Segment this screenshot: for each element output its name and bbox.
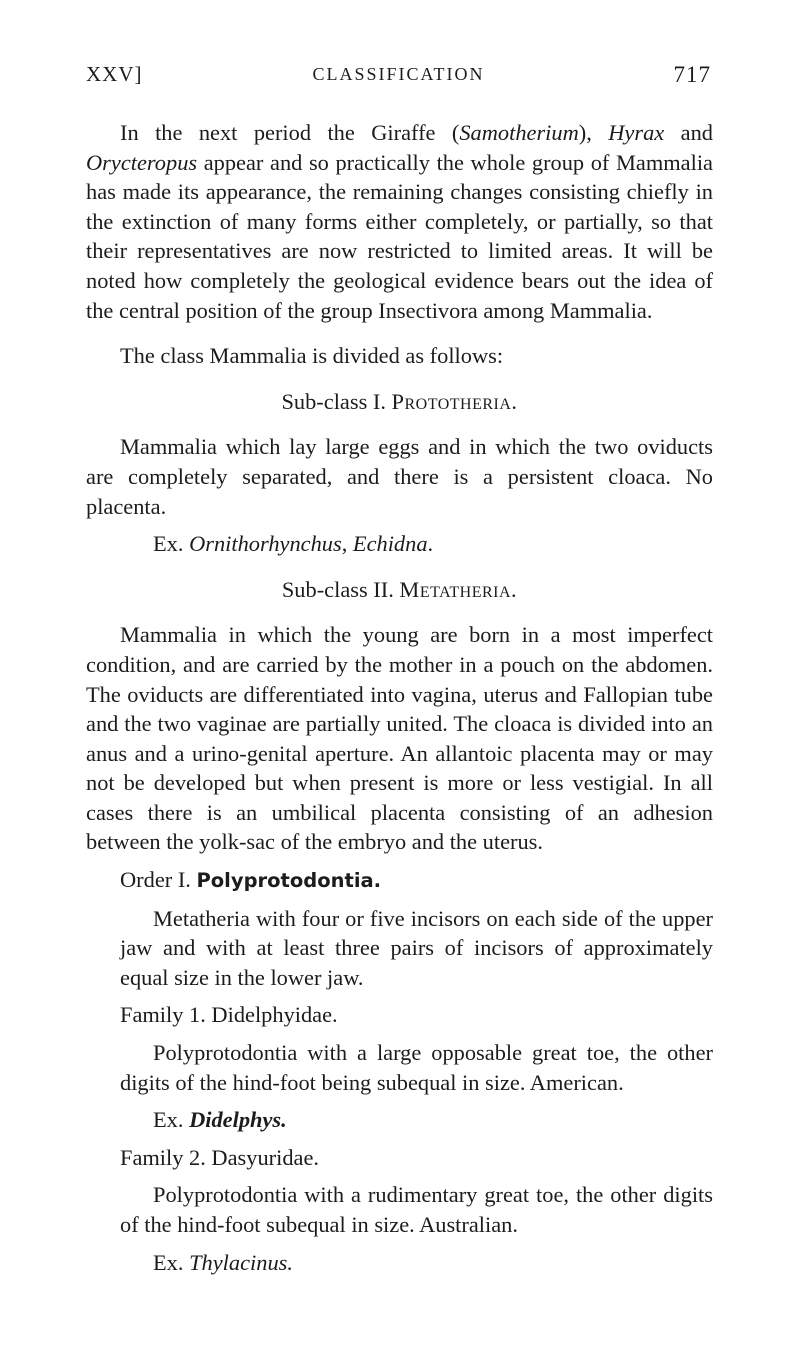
example-label: Ex. [153, 531, 184, 557]
page-body [86, 118, 713, 1277]
heading-order-polyprotodontia [86, 865, 713, 896]
separator: , [341, 531, 353, 557]
paragraph-geological-period [86, 118, 713, 325]
paragraph-dasyuridae: Polyprotodontia with a rudimentary great toe, the other digits of the hind-foot subequal in size. Australian. [120, 1182, 713, 1237]
heading-subclass-prototheria [86, 387, 713, 417]
text-run: and [664, 120, 713, 145]
text-run: In the next period the Giraffe ( [120, 120, 460, 145]
running-header [86, 62, 711, 92]
paragraph-prototheria: Mammalia which lay large eggs and in which the two oviducts are completely separated, and there is a persistent cloaca. No placenta. [86, 434, 713, 519]
heading-name: Metatheria. [399, 576, 518, 602]
heading-name: Prototheria. [391, 388, 518, 414]
paragraph-class-division: The class Mammalia is divided as follows: [120, 343, 504, 369]
page-number: 717 [673, 62, 711, 87]
paragraph-didelphyidae: Polyprotodontia with a large opposable great toe, the other digits of the hind-foot being subequal in size. American. [120, 1040, 713, 1095]
genus-name: Echidna [352, 531, 428, 557]
example-didelphyidae [86, 1105, 713, 1135]
genus-name: Didelphys. [189, 1107, 287, 1133]
period: . [427, 531, 434, 557]
genus-name: Orycteropus [86, 149, 198, 175]
genus-name: Hyrax [608, 120, 665, 145]
text-run: Metatheria with four or five incisors on each side of the upper jaw and with at least three pairs of incisors of approximately equal size in the lower jaw. [120, 905, 713, 990]
genus-name: Samotherium [459, 120, 579, 145]
example-label: Ex. [153, 1249, 184, 1275]
running-title: CLASSIFICATION [312, 64, 485, 84]
paragraph-metatheria: Mammalia in which the young are born in a most imperfect condition, and are carried by the mother in a pouch on the abdomen. The oviducts are differentiated into vagina, uterus and Fallopian tube and the two vaginae are partially united. The cloaca is divided into an anus and a urino-genital aperture. An allantoic placenta may or may not be developed but when present is more or less vestigial. In all cases there is an umbilical placenta consisting of an adhesion between the yolk-sac of the embryo and the uterus. [86, 622, 713, 855]
chapter-number: XXV] [86, 62, 143, 86]
genus-name: Thylacinus. [189, 1249, 293, 1275]
example-dasyuridae [86, 1248, 713, 1278]
heading-label: Order I. [120, 867, 191, 893]
example-prototheria [86, 529, 713, 559]
heading-family-dasyuridae: Family 2. Dasyuridae. [120, 1144, 319, 1170]
heading-subclass-metatheria [86, 575, 713, 605]
text-run: appear and so practically the whole group of Mammalia has made its appearance, the remaining changes consisting chiefly in the extinction of many forms either completely, or partially, so that their representatives are now restricted to limited areas. It will be noted how completely the geological evidence bears out the idea of the central position of the group Insectivora among Mammalia. [86, 149, 713, 323]
heading-family-didelphyidae: Family 1. Didelphyidae. [120, 1002, 338, 1028]
heading-label: Sub-class I. [281, 388, 386, 414]
example-label: Ex. [153, 1107, 184, 1133]
heading-label: Sub-class II. [281, 576, 394, 602]
paragraph-polyprotodontia [86, 904, 713, 993]
text-run: ), [578, 120, 609, 145]
heading-name: Polyprotodontia. [196, 869, 382, 893]
genus-name: Ornithorhynchus [189, 531, 342, 557]
